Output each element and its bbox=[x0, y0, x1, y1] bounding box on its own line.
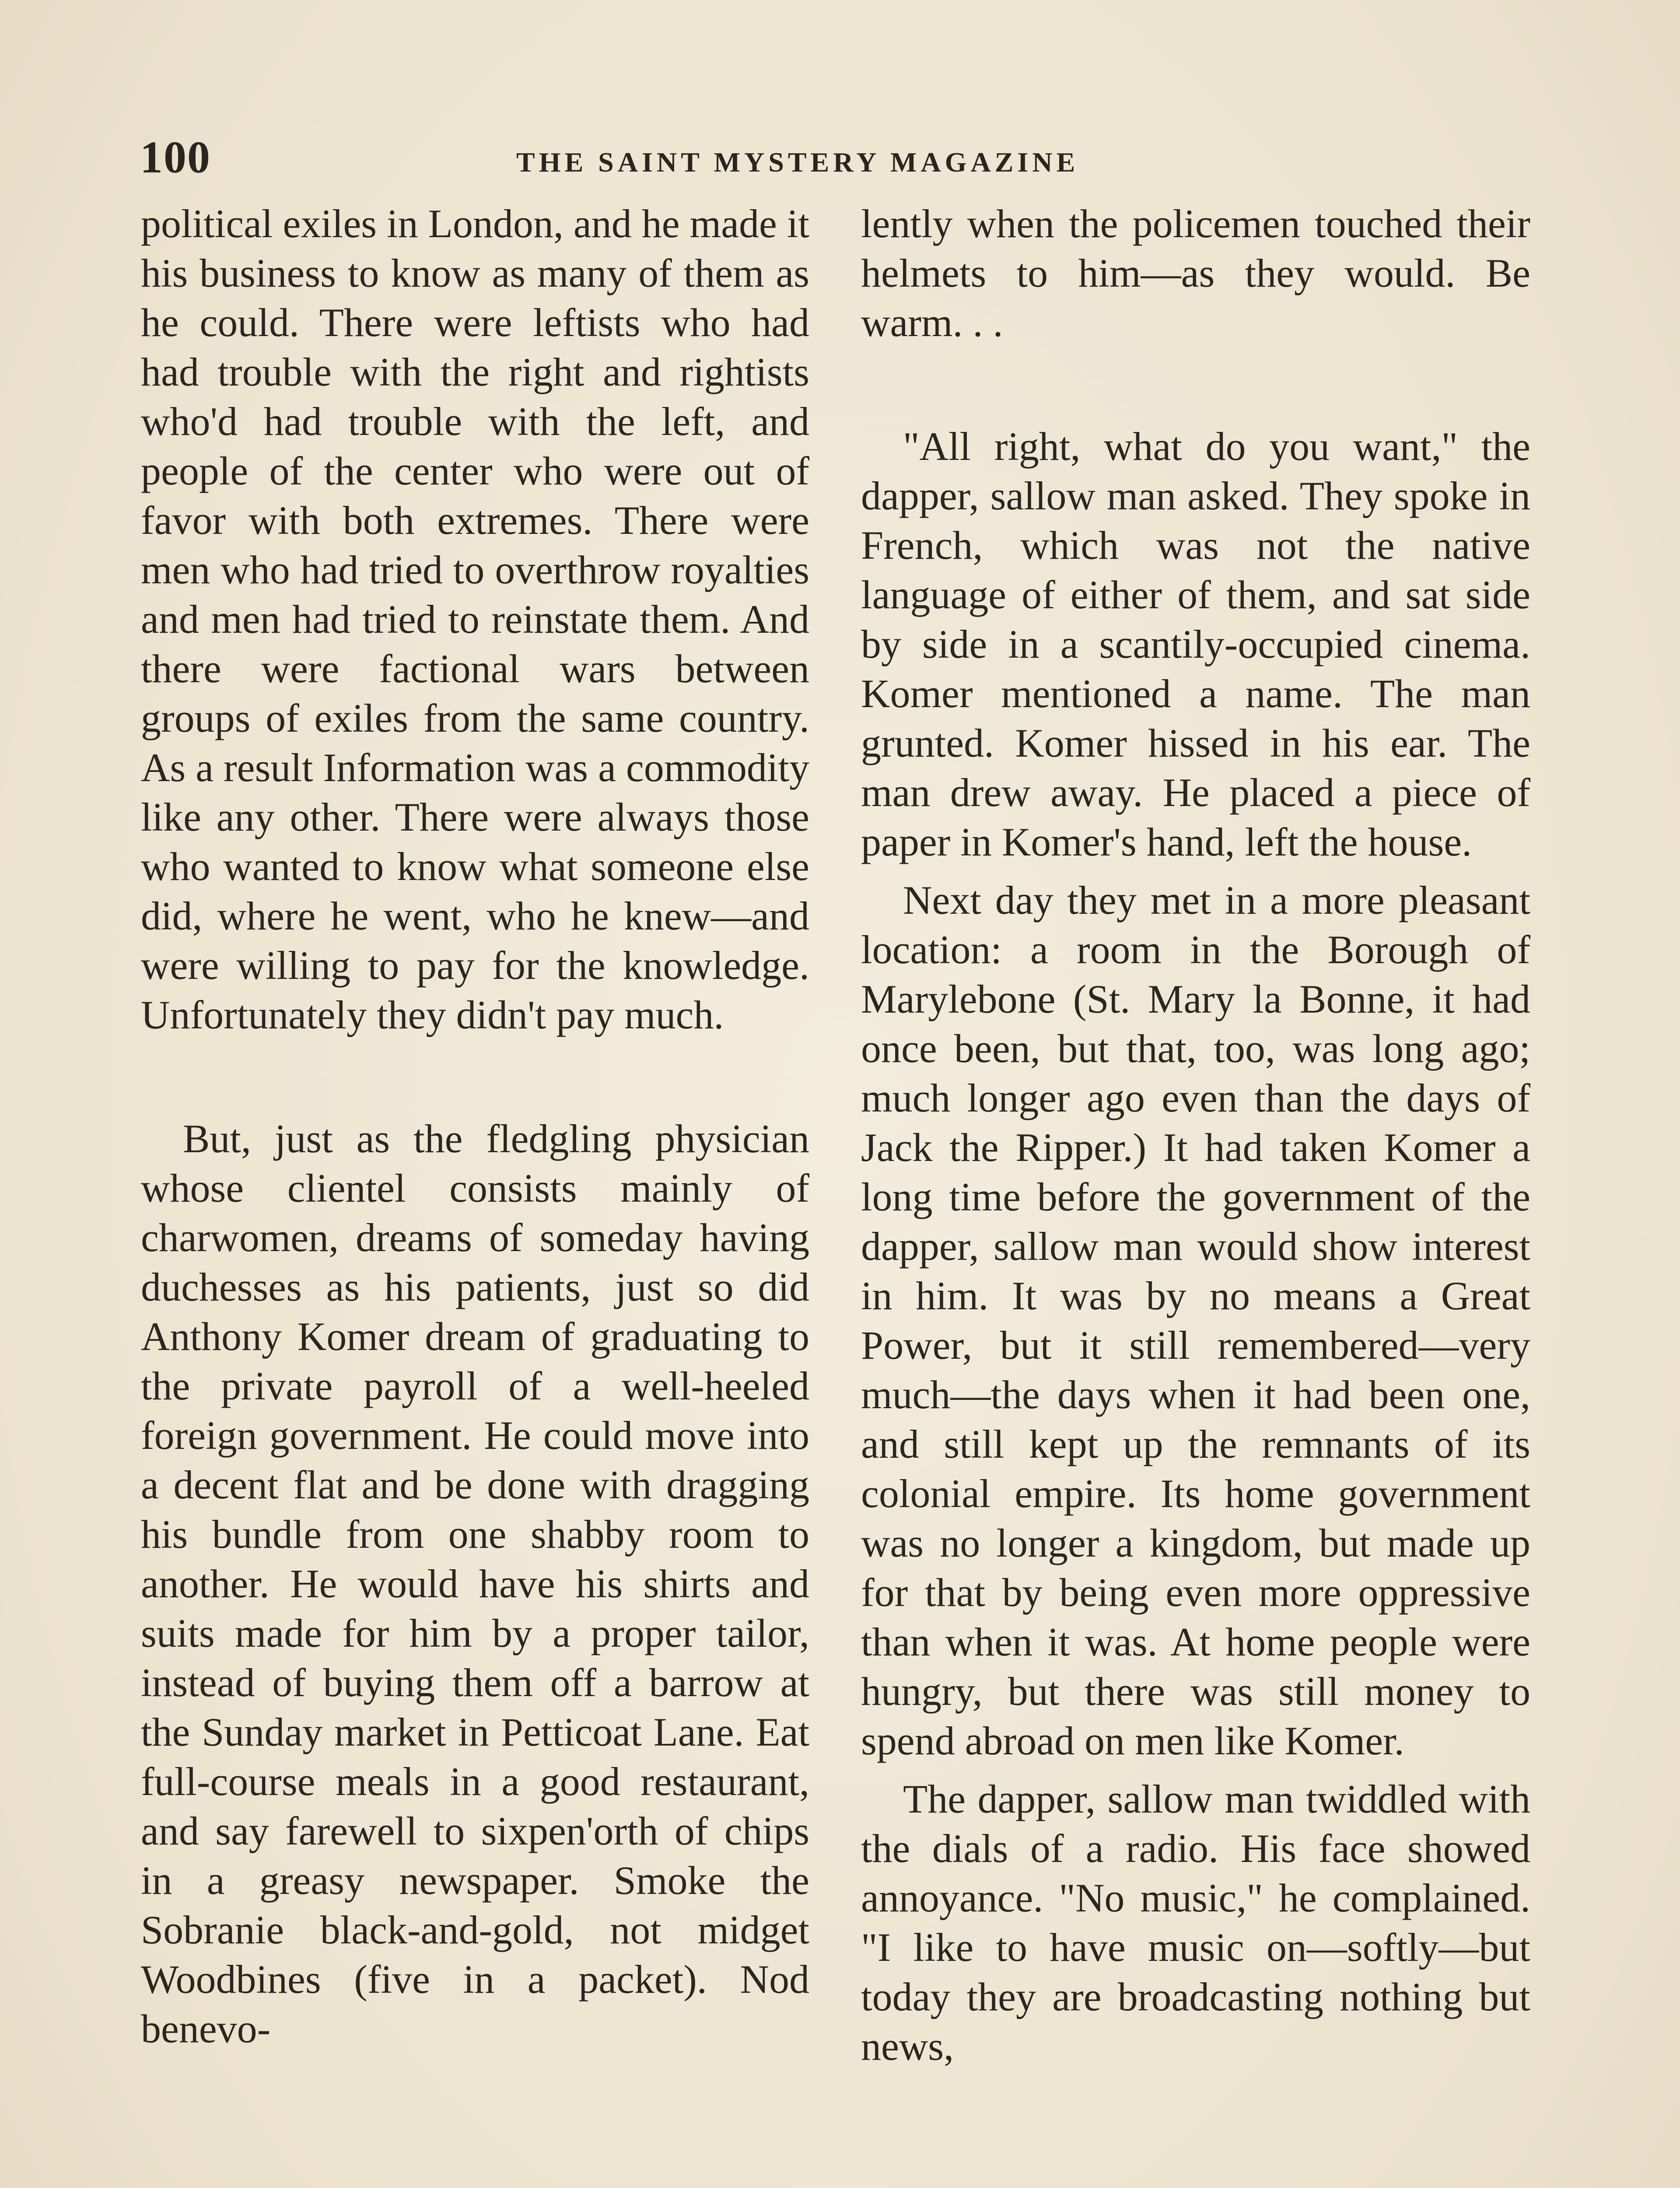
paragraph: "All right, what do you want," the dapper, sallow man asked. They spoke in French, which was not the native language of either of them, and sat side by side in a scantily-occupied cinema. Komer mentioned a name. The man grunted. Komer hissed in his ear. The man drew away. He placed a piece of paper in Komer's hand, left the house. bbox=[861, 424, 1530, 864]
paragraph: lently when the policemen touched their helmets to him—as they would. Be warm. . . bbox=[861, 201, 1530, 345]
left-column bbox=[141, 199, 809, 2054]
page-number: 100 bbox=[140, 132, 211, 182]
paragraph: But, just as the fledgling physician whose clientel consists mainly of charwomen, dreams of someday having duchesses as his patients, just so did Anthony Komer dream of graduating to the private payroll of a well-heeled foreign government. He could move into a decent flat and be done with dragging his bundle from one shabby room to another. He would have his shirts and suits made for him by a proper tailor, instead of buying them off a barrow at the Sunday market in Petticoat Lane. Eat full-course meals in a good restaurant, and say farewell to sixpen'orth of chips in a greasy newspaper. Smoke the Sobranie black-and-gold, not midget Woodbines (five in a packet). Nod benevo- bbox=[141, 1116, 809, 2051]
running-title: THE SAINT MYSTERY MAGAZINE bbox=[516, 147, 1079, 178]
right-column bbox=[861, 199, 1530, 2071]
paragraph: political exiles in London, and he made it his business to know as many of them as he could. There were leftists who had had trouble with the right and rightists who'd had trouble with the left, and people of the center who were out of favor with both extremes. There were men who had tried to overthrow royalties and men had tried to reinstate them. And there were factional wars between groups of exiles from the same country. As a result Information was a commodity like any other. There were always those who wanted to know what someone else did, where he went, who he knew—and were willing to pay for the knowledge. Unfortunately they didn't pay much. bbox=[141, 201, 809, 1037]
paragraph: Next day they met in a more pleasant location: a room in the Borough of Marylebone (St. Mary la Bonne, it had once been, but that, too, was long ago; much longer ago even than the days of Jack the Ripper.) It had taken Komer a long time before the government of the dapper, sallow man would show interest in him. It was by no means a Great Power, but it still remembered—very much—the days when it had been one, and still kept up the remnants of its colonial empire. Its home government was no longer a kingdom, but made up for that by being even more oppressive than when it was. At home people were hungry, but there was still money to spend abroad on men like Komer. bbox=[861, 878, 1530, 1763]
page-header bbox=[140, 131, 1540, 193]
paragraph: The dapper, sallow man twiddled with the dials of a radio. His face showed annoyance. "No music," he complained. "I like to have music on—softly—but today they are broadcasting nothing but news, bbox=[861, 1777, 1530, 2069]
